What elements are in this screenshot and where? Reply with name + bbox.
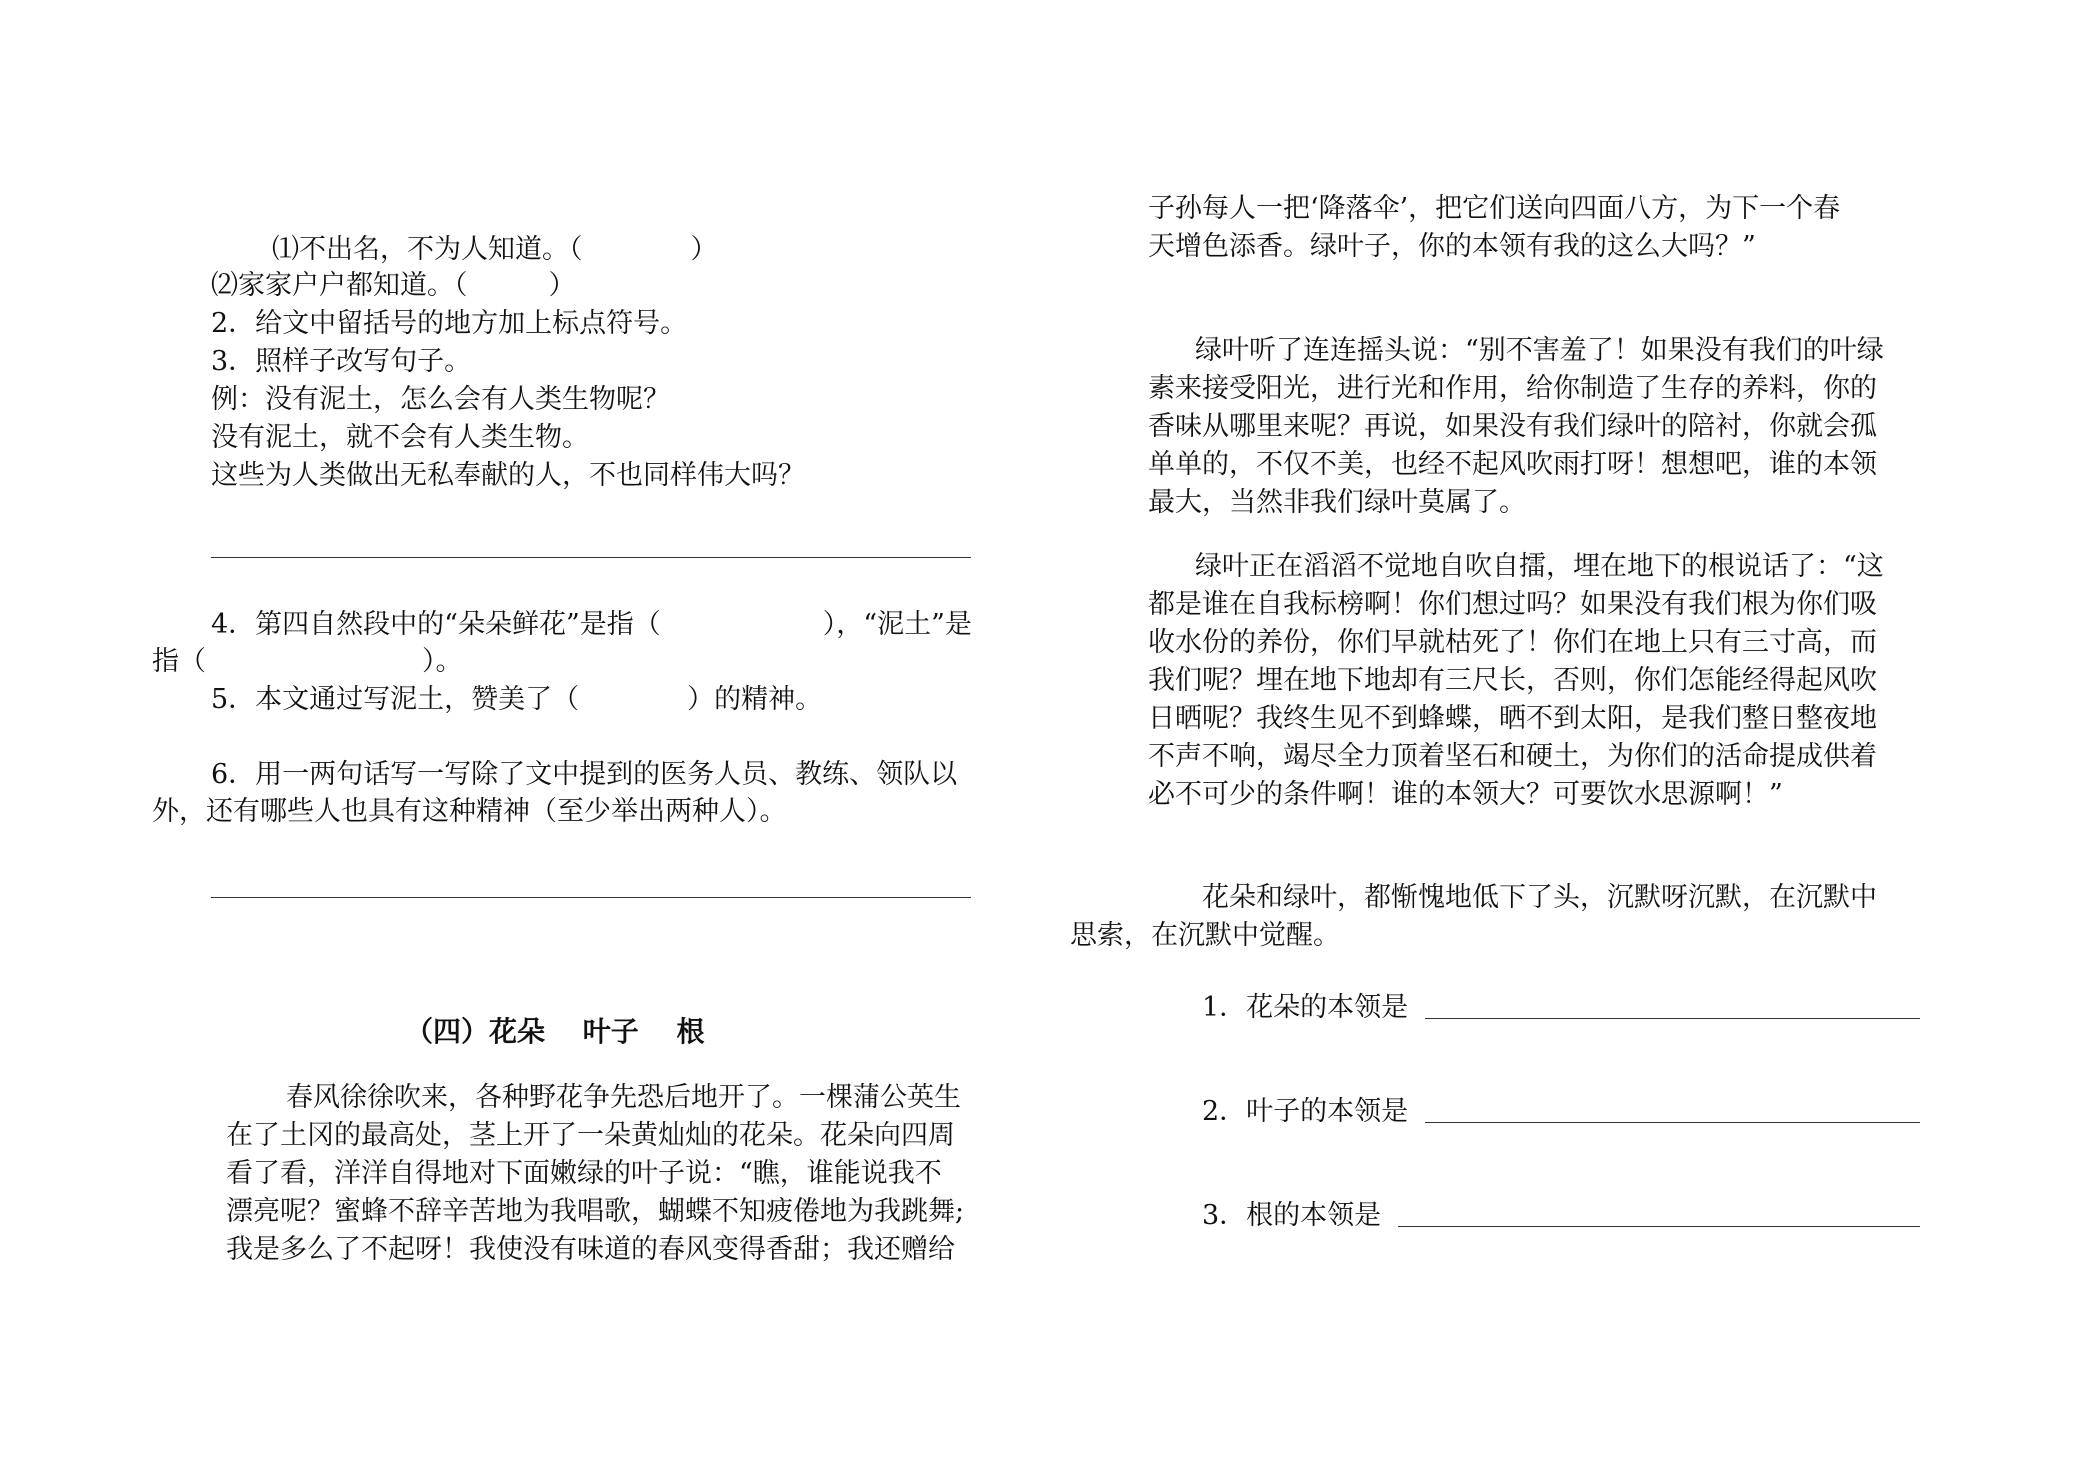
passage-line: 单单的，不仅不美，也经不起风吹雨打呀！想想吧，谁的本领 bbox=[1148, 449, 1877, 480]
passage-line: 我是多么了不起呀！我使没有味道的春风变得香甜；我还赠给 bbox=[226, 1234, 955, 1265]
passage-line: 香味从哪里来呢？再说，如果没有我们绿叶的陪衬，你就会孤 bbox=[1148, 411, 1877, 442]
passage-line: 春风徐徐吹来，各种野花争先恐后地开了。一棵蒲公英生 bbox=[286, 1082, 961, 1113]
passage-line: 绿叶正在滔滔不觉地自吹自擂，埋在地下的根说话了：“这 bbox=[1195, 551, 1884, 582]
answer-line-2[interactable] bbox=[1425, 1122, 1920, 1123]
q1-item-1: ⑴不出名，不为人知道。（ ） bbox=[272, 234, 718, 265]
passage-line: 日晒呢？我终生见不到蜂蝶，晒不到太阳，是我们整日整夜地 bbox=[1148, 703, 1877, 734]
question-3-example: 例：没有泥土，怎么会有人类生物呢？ bbox=[211, 384, 670, 415]
question-3: 3．照样子改写句子。 bbox=[211, 346, 472, 377]
question-4-line-2: 指（ ）。 bbox=[152, 646, 463, 677]
passage-line: 在了土冈的最高处，茎上开了一朵黄灿灿的花朵。花朵向四周 bbox=[226, 1120, 955, 1151]
answer-line-1[interactable] bbox=[1425, 1018, 1920, 1019]
passage-line: 看了看，洋洋自得地对下面嫩绿的叶子说：“瞧，谁能说我不 bbox=[226, 1158, 942, 1189]
passage-line: 必不可少的条件啊！谁的本领大？可要饮水思源啊！” bbox=[1148, 779, 1783, 810]
passage-line: 思索，在沉默中觉醒。 bbox=[1070, 920, 1340, 951]
question-5: 5．本文通过写泥土，赞美了（ ）的精神。 bbox=[211, 684, 823, 715]
section-title: （四）花朵 叶子 根 bbox=[405, 1015, 705, 1048]
passage-line: 不声不响，竭尽全力顶着坚石和硬土，为你们的活命提成供着 bbox=[1148, 741, 1877, 772]
answer-line-q3[interactable] bbox=[211, 557, 971, 558]
passage-line: 花朵和绿叶，都惭愧地低下了头，沉默呀沉默，在沉默中 bbox=[1202, 882, 1877, 913]
passage-line: 子孙每人一把‘降落伞’，把它们送向四面八方，为下一个春 bbox=[1148, 193, 1841, 224]
answer-line-3[interactable] bbox=[1398, 1226, 1920, 1227]
question-6-line-2: 外，还有哪些人也具有这种精神（至少举出两种人）。 bbox=[152, 796, 787, 827]
passage-line: 漂亮呢？蜜蜂不辞辛苦地为我唱歌，蝴蝶不知疲倦地为我跳舞; bbox=[226, 1196, 965, 1227]
passage-line: 最大，当然非我们绿叶莫属了。 bbox=[1148, 487, 1526, 518]
passage-line: 我们呢？埋在地下地却有三尺长，否则，你们怎能经得起风吹 bbox=[1148, 665, 1877, 696]
answer-prompt-2: 2．叶子的本领是 bbox=[1202, 1096, 1409, 1127]
answer-line-q6[interactable] bbox=[211, 897, 971, 898]
question-4-line-1: 4．第四自然段中的“朵朵鲜花”是指（ ），“泥土”是 bbox=[211, 609, 972, 640]
question-3-example-answer: 没有泥土，就不会有人类生物。 bbox=[211, 422, 589, 453]
q1-item-2: ⑵家家户户都知道。（ ） bbox=[211, 270, 576, 301]
passage-line: 收水份的养份，你们早就枯死了！你们在地上只有三寸高，而 bbox=[1148, 627, 1877, 658]
question-3-task: 这些为人类做出无私奉献的人，不也同样伟大吗？ bbox=[211, 460, 805, 491]
question-6-line-1: 6．用一两句话写一写除了文中提到的医务人员、教练、领队以 bbox=[211, 759, 958, 790]
answer-prompt-1: 1．花朵的本领是 bbox=[1202, 992, 1409, 1023]
answer-prompt-3: 3．根的本领是 bbox=[1202, 1200, 1382, 1231]
question-2: 2．给文中留括号的地方加上标点符号。 bbox=[211, 308, 688, 339]
passage-line: 天增色添香。绿叶子，你的本领有我的这么大吗？” bbox=[1148, 231, 1756, 262]
passage-line: 素来接受阳光，进行光和作用，给你制造了生存的养料，你的 bbox=[1148, 373, 1877, 404]
passage-line: 绿叶听了连连摇头说：“别不害羞了！如果没有我们的叶绿 bbox=[1195, 335, 1884, 366]
passage-line: 都是谁在自我标榜啊！你们想过吗？如果没有我们根为你们吸 bbox=[1148, 589, 1877, 620]
